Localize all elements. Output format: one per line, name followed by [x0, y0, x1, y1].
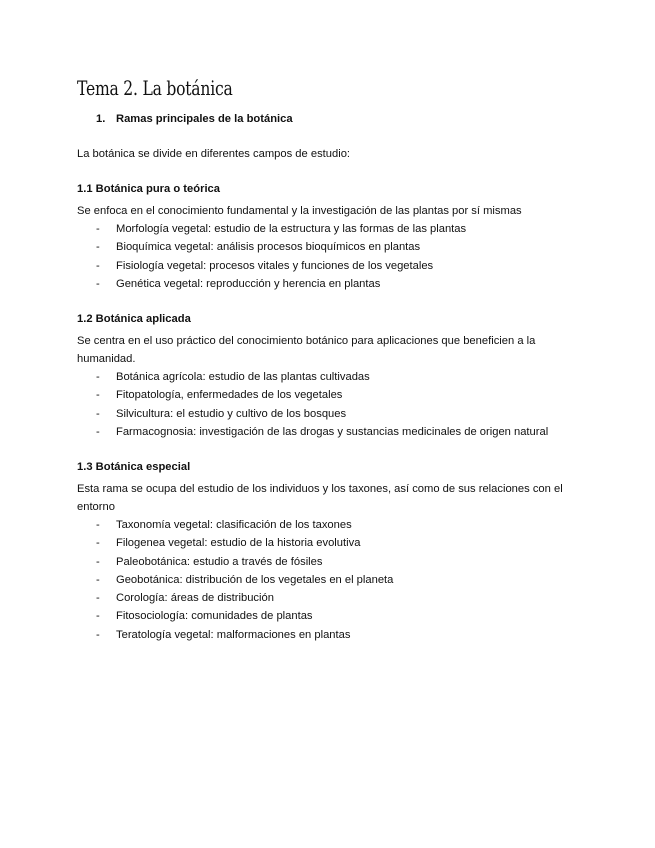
list-item-text: Fisiología vegetal: procesos vitales y funciones de los vegetales	[116, 259, 434, 272]
intro-text: La botánica se divide en diferentes campos de estudio:	[77, 148, 351, 160]
list-item-text: Fitopatología, enfermedades de los vegetales	[116, 389, 343, 402]
section-paragraph-pura: Se enfoca en el conocimiento fundamental y la investigación de las plantas por sí mismas	[77, 205, 522, 217]
list-item-text: Taxonomía vegetal: clasificación de los taxones	[116, 519, 352, 531]
page-title: Tema 2. La botánica	[77, 76, 233, 100]
dash-bullet: -	[96, 425, 100, 438]
list-item-text: Farmacognosia: investigación de las drogas y sustancias medicinales de origen natural	[116, 425, 549, 438]
item-list-pura	[96, 220, 466, 293]
dash-bullet: -	[96, 592, 100, 605]
list-item	[96, 534, 393, 552]
section-heading-aplicada: 1.2 Botánica aplicada	[77, 313, 191, 325]
dash-bullet: -	[96, 573, 100, 586]
dash-bullet: -	[96, 407, 100, 420]
dash-bullet: -	[96, 537, 100, 550]
section-paragraph-especial: Esta rama se ocupa del estudio de los individuos y los taxones, así como de sus relaciones con el entorno	[77, 483, 563, 513]
list-item	[96, 571, 393, 589]
heading-number: 1.	[96, 113, 106, 125]
list-item	[96, 423, 548, 441]
section-heading-pura: 1.1 Botánica pura o teórica	[77, 183, 220, 195]
list-item-text: Botánica agrícola: estudio de las plantas cultivadas	[116, 371, 370, 383]
section-heading-especial: 1.3 Botánica especial	[77, 461, 191, 473]
section-paragraph-aplicada: Se centra en el uso práctico del conocimiento botánico para aplicaciones que beneficien a la humanidad.	[77, 335, 536, 365]
list-item	[96, 386, 548, 404]
list-item	[96, 516, 393, 534]
list-item	[96, 220, 466, 238]
list-item	[96, 238, 466, 256]
list-item-text: Corología: áreas de distribución	[116, 592, 274, 605]
dash-bullet: -	[96, 610, 100, 623]
list-item-text: Paleobotánica: estudio a través de fósiles	[116, 555, 323, 568]
dash-bullet: -	[96, 223, 100, 235]
item-list-especial	[96, 516, 393, 644]
list-item	[96, 607, 393, 625]
list-item-text: Geobotánica: distribución de los vegetales en el planeta	[116, 573, 394, 586]
dash-bullet: -	[96, 519, 100, 531]
dash-bullet: -	[96, 389, 100, 402]
dash-bullet: -	[96, 555, 100, 568]
list-item-text: Teratología vegetal: malformaciones en plantas	[116, 628, 351, 641]
dash-bullet: -	[96, 371, 100, 383]
list-item	[96, 368, 548, 386]
list-item-text: Silvicultura: el estudio y cultivo de los bosques	[116, 407, 347, 420]
dash-bullet: -	[96, 277, 100, 290]
list-item	[96, 405, 548, 423]
item-list-aplicada	[96, 368, 548, 441]
heading-text: Ramas principales de la botánica	[116, 113, 293, 125]
list-item	[96, 553, 393, 571]
list-item	[96, 589, 393, 607]
list-item-text: Bioquímica vegetal: análisis procesos bioquímicos en plantas	[116, 241, 421, 254]
list-item-text: Fitosociología: comunidades de plantas	[116, 610, 313, 623]
list-item	[96, 275, 466, 293]
list-item-text: Genética vegetal: reproducción y herencia en plantas	[116, 277, 381, 290]
list-item-text: Filogenea vegetal: estudio de la historia evolutiva	[116, 537, 361, 550]
dash-bullet: -	[96, 628, 100, 641]
numbered-heading	[96, 113, 293, 125]
list-item	[96, 626, 393, 644]
dash-bullet: -	[96, 259, 100, 272]
list-item-text: Morfología vegetal: estudio de la estructura y las formas de las plantas	[116, 223, 467, 235]
dash-bullet: -	[96, 241, 100, 254]
list-item	[96, 257, 466, 275]
